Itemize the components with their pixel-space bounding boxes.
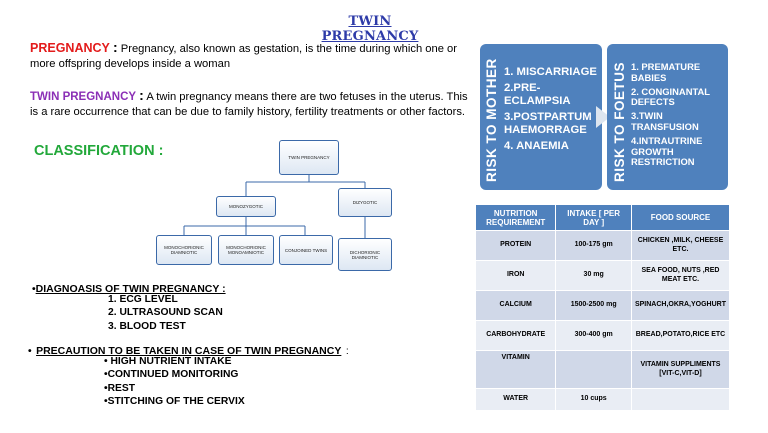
- table-cell: 1500-2500 mg: [556, 291, 632, 321]
- table-row: [476, 321, 730, 351]
- diagnosis-heading-text: DIAGNOASIS OF TWIN PREGNANCY :: [35, 283, 226, 295]
- precaution-item: • HIGH NUTRIENT INTAKE: [104, 356, 232, 367]
- table-cell: 10 cups: [556, 389, 632, 411]
- twin-pregnancy-text: A twin pregnancy means there are two fetuses in the uterus. This is a rare occurrence that can be due to family history, fertility treatments or other factors.: [30, 91, 468, 118]
- diagnosis-list: [108, 293, 223, 333]
- diagnosis-bullet: •: [32, 284, 36, 295]
- table-cell: WATER: [476, 389, 556, 411]
- diagnosis-item: 3. BLOOD TEST: [108, 320, 186, 332]
- table-row: [476, 351, 730, 389]
- risk-mother-item: 1. MISCARRIAGE: [504, 66, 597, 78]
- nutrition-table: [475, 204, 730, 411]
- risk-to-mother-box: [480, 44, 602, 190]
- table-cell: CALCIUM: [476, 291, 556, 321]
- twin-pregnancy-colon: :: [139, 87, 144, 103]
- pregnancy-keyword: PREGNANCY: [30, 41, 110, 55]
- table-cell: [556, 351, 632, 389]
- risk-foetus-item: 3.TWIN TRANSFUSION: [631, 110, 699, 132]
- twin-pregnancy-keyword: TWIN PREGNANCY: [30, 91, 137, 103]
- risk-to-mother-list: [504, 66, 600, 156]
- risk-foetus-item: 1. PREMATURE BABIES: [631, 61, 701, 83]
- tree-node-monochorionic-monoamniotic: MONOCHORIONIC MONOAMNIOTIC: [218, 235, 274, 265]
- risk-to-foetus-box: [607, 44, 728, 190]
- table-row: [476, 291, 730, 321]
- risk-to-mother-label: RISK TO MOTHER: [484, 58, 499, 182]
- page-title: TWIN PREGNANCY: [321, 14, 419, 44]
- table-cell: IRON: [476, 261, 556, 291]
- tree-node-monochorionic-diamniotic: MONOCHORIONIC DIAMNIOTIC: [156, 235, 212, 265]
- column-header-intake: INTAKE [ PER DAY ]: [556, 205, 632, 231]
- table-header-row: [476, 205, 730, 231]
- table-cell: 300-400 gm: [556, 321, 632, 351]
- tree-node-twin-pregnancy: TWIN PREGNANCY: [279, 140, 339, 175]
- twin-pregnancy-definition: [30, 88, 470, 120]
- tree-node-dizygotic: DIZYGOTIC: [338, 188, 392, 217]
- precaution-item: •STITCHING OF THE CERVIX: [104, 396, 245, 408]
- risk-foetus-item: 4.INTRAUTRINE GROWTH RESTRICTION: [631, 134, 703, 168]
- table-cell: CARBOHYDRATE: [476, 321, 556, 351]
- table-cell: CHICKEN ,MILK, CHEESE ETC.: [631, 231, 729, 261]
- precaution-heading-text: PRECAUTION TO BE TAKEN IN CASE OF TWIN PREGNANCY: [36, 345, 342, 357]
- table-cell: SEA FOOD, NUTS ,RED MEAT ETC.: [631, 261, 729, 291]
- tree-node-monozygotic: MONOZYGOTIC: [216, 196, 276, 217]
- precaution-item: •CONTINUED MONITORING: [104, 369, 239, 381]
- diagnosis-item: 2. ULTRASOUND SCAN: [108, 307, 223, 319]
- table-cell: VITAMIN SUPPLIMENTS [VIT-C,VIT-D]: [631, 351, 729, 389]
- table-cell: BREAD,POTATO,RICE ETC: [631, 321, 729, 351]
- table-row: [476, 261, 730, 291]
- pregnancy-colon: :: [112, 39, 118, 55]
- table-cell: 30 mg: [556, 261, 632, 291]
- precaution-list: [104, 355, 245, 409]
- pregnancy-definition: [30, 40, 470, 72]
- risk-to-foetus-label: RISK TO FOETUS: [612, 61, 627, 182]
- precaution-item: •REST: [104, 382, 136, 394]
- risk-mother-item: 4. ANAEMIA: [504, 140, 569, 152]
- table-cell: 100-175 gm: [556, 231, 632, 261]
- column-header-food-source: FOOD SOURCE: [631, 205, 729, 231]
- precaution-bullet: •: [28, 346, 32, 357]
- risk-to-foetus-list: [631, 62, 725, 171]
- pregnancy-text: Pregnancy, also known as gestation, is the time during which one or more offspring develops inside a woman: [30, 43, 457, 70]
- table-row: [476, 389, 730, 411]
- tree-node-dichorionic-diamniotic: DICHORIONIC DIAMNIOTIC: [338, 238, 392, 271]
- precaution-heading-colon: :: [345, 346, 349, 357]
- table-cell: [631, 389, 729, 411]
- table-cell: SPINACH,OKRA,YOGHURT: [631, 291, 729, 321]
- table-cell: PROTEIN: [476, 231, 556, 261]
- diagnosis-item: 1. ECG LEVEL: [108, 294, 178, 305]
- risk-foetus-item: 2. CONGINANTAL DEFECTS: [631, 85, 710, 108]
- risk-mother-item: 3.POSTPARTUM HAEMORRAGE: [504, 111, 592, 136]
- classification-heading: CLASSIFICATION :: [34, 143, 164, 159]
- table-row: [476, 231, 730, 261]
- risk-mother-item: 2.PRE-ECLAMPSIA: [504, 82, 571, 107]
- tree-node-conjoined-twins: CONJOINED TWINS: [279, 235, 333, 265]
- column-header-nutrition: NUTRITION REQUIREMENT: [476, 205, 556, 231]
- table-cell: VITAMIN: [476, 351, 556, 389]
